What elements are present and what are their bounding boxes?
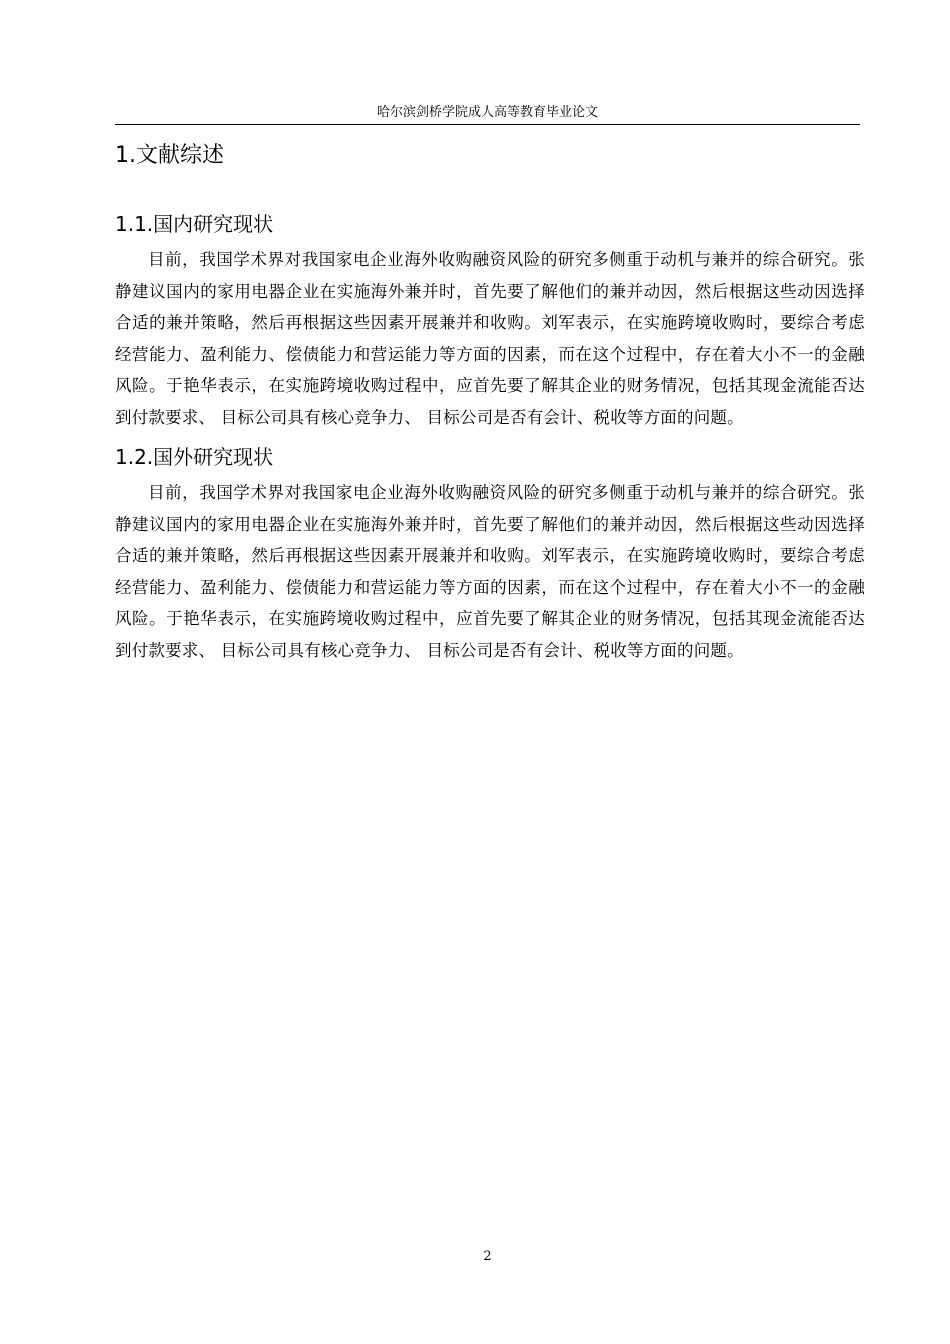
section-paragraph-foreign: 目前，我国学术界对我国家电企业海外收购融资风险的研究多侧重于动机与兼并的综合研究。张静建议国内的家用电器企业在实施海外兼并时，首先要了解他们的兼并动因，然后根据这些动因选择合适的兼并策略，然后再根据这些因素开展兼并和收购。刘军表示，在实施跨境收购时，要综合考虑经营能力、盈利能力、偿债能力和营运能力等方面的因素，而在这个过程中，存在着大小不一的金融风险。于艳华表示，在实施跨境收购过程中，应首先要了解其企业的财务情况，包括其现金流能否达到付款要求、 目标公司具有核心竞争力、 目标公司是否有会计、税收等方面的问题。 <box>115 483 865 660</box>
header-divider <box>115 124 860 125</box>
section-heading-domestic: 1.1.国内研究现状 <box>115 212 274 236</box>
page-number: 2 <box>483 1249 492 1264</box>
section-paragraph-domestic: 目前，我国学术界对我国家电企业海外收购融资风险的研究多侧重于动机与兼并的综合研究。张静建议国内的家用电器企业在实施海外兼并时，首先要了解他们的兼并动因，然后根据这些动因选择合适的兼并策略，然后再根据这些因素开展兼并和收购。刘军表示，在实施跨境收购时，要综合考虑经营能力、盈利能力、偿债能力和营运能力等方面的因素，而在这个过程中，存在着大小不一的金融风险。于艳华表示，在实施跨境收购过程中，应首先要了解其企业的财务情况，包括其现金流能否达到付款要求、 目标公司具有核心竞争力、 目标公司是否有会计、税收等方面的问题。 <box>115 250 865 427</box>
page-header-title: 哈尔滨剑桥学院成人高等教育毕业论文 <box>376 105 598 120</box>
chapter-heading: 1.文献综述 <box>115 143 224 168</box>
document-body <box>115 130 865 672</box>
section-heading-foreign: 1.2.国外研究现状 <box>115 445 274 469</box>
